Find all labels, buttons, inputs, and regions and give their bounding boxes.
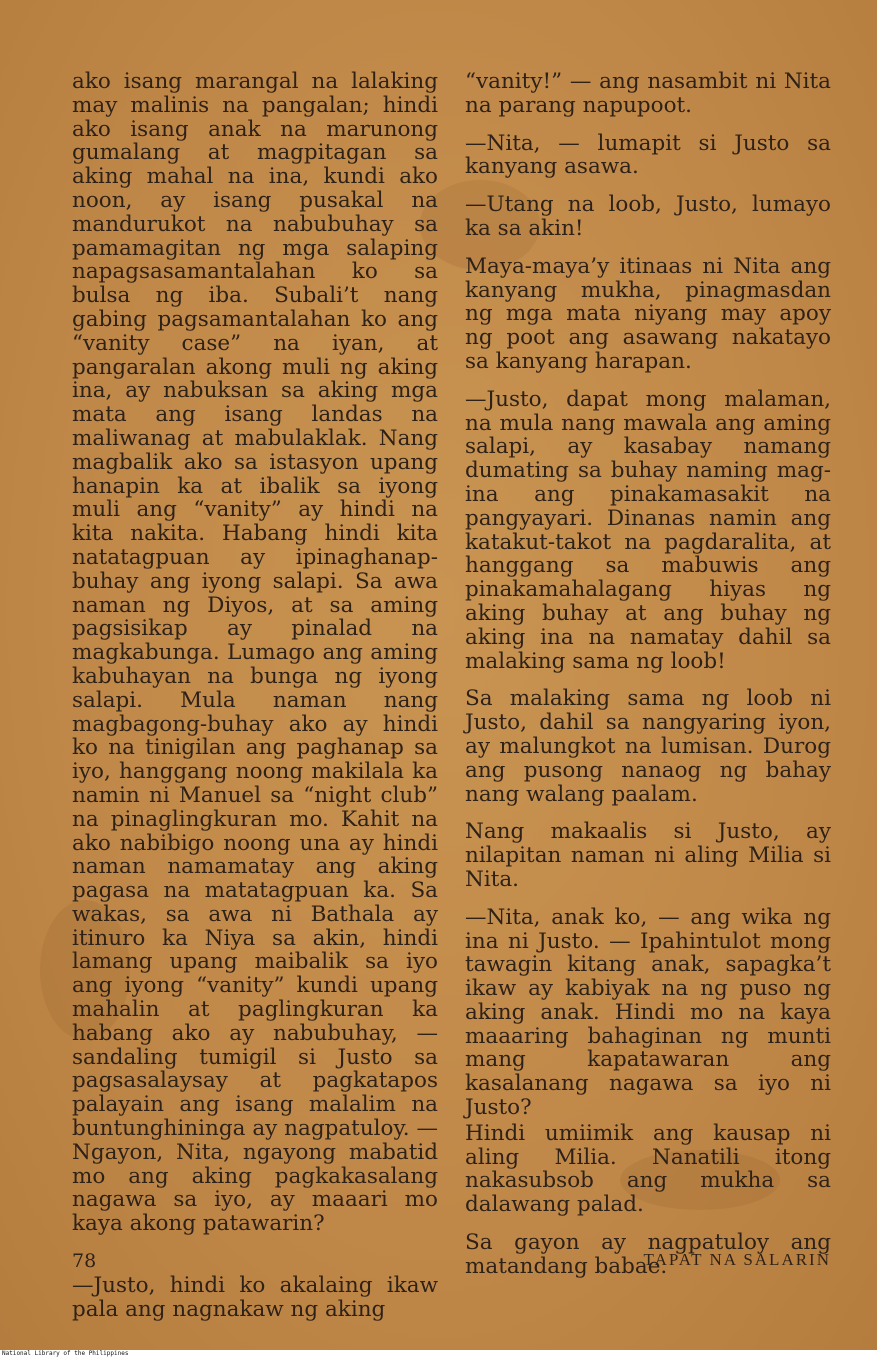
right-column — [465, 70, 831, 1279]
scan-credit-strip — [0, 1350, 877, 1358]
paragraph: Sa malaking sama ng loob ni Justo, dahil sa nangyaring iyon, ay malungkot na lumisan. Durog ang pusong nanaog ng bahay nang walang paalam. — [465, 686, 831, 807]
paragraph: —Justo, dapat mong malaman, na mula nang mawala ang aming salapi, ay kasabay namang dumating sa buhay naming mag-ina ang pinakamasakit na pangyayari. Dinanas namin ang katakut-takot na pagdaralita, at hanggang sa mabuwis ang pinakamahalagang hiyas ng aking buhay at ang buhay ng aking ina na namatay dahil sa malaking sama ng loob! — [465, 386, 831, 674]
left-column — [72, 70, 438, 1322]
paragraph: Maya-maya’y itinaas ni Nita ang kanyang mukha, pinagmasdan ng mga mata niyang may apoy ng poot ang asawang nakatayo sa kanyang harapan. — [465, 253, 831, 374]
page-number: 78 — [72, 1250, 97, 1272]
paragraph: —Nita, anak ko, — ang wika ng ina ni Justo. — Ipahintulot mong tawagin kitang anak, sapagka’t ikaw ay kabiyak na ng puso ng aking anak. Hindi mo na kaya maaaring bahaginan ng munti mang kapatawaran ang kasalanang nagawa sa iyo ni Justo? — [465, 904, 831, 1121]
library-credit: National Library of the Philippines — [2, 1350, 129, 1357]
paragraph: —Justo, hindi ko akalaing ikaw pala ang nagnakaw ng aking — [72, 1273, 438, 1322]
paragraph: Sa gayon ay nagpatuloy ang matandang babae. — [465, 1230, 831, 1279]
paragraph: ako isang marangal na lalaking may malinis na pangalan; hindi ako isang anak na marunong gumalang at magpitagan sa aking mahal na ina, kundi ako noon, ay isang pusakal na mandurukot na nabubuhay sa pamamagitan ng mga salaping napagsasamantalahan ko sa bulsa ng iba. Subali’t nang gabing pagsamantalahan ko ang “vanity case” na iyan, at pangaralan akong muli ng aking ina, ay nabuksan sa aking mga mata ang isang landas na maliwanag at mabulaklak. Nang magbalik ako sa istasyon upang hanapin ka at ibalik sa iyong muli ang “vanity” ay hindi na kita nakita. Habang hindi kita natatagpuan ay ipinaghanap-buhay ang iyong salapi. Sa awa naman ng Diyos, at sa aming pagsisikap ay pinalad na magkabunga. Lumago ang aming kabuhayan na bunga ng iyong salapi. Mula naman nang magbagong-buhay ako ay hindi ko na tinigilan ang paghanap sa iyo, hanggang noong makilala ka namin ni Manuel sa “night club” na pinaglingkuran mo. Kahit na ako nabibigo noong una ay hindi naman namamatay ang aking pagasa na matatagpuan ka. Sa wakas, sa awa ni Bathala ay itinuro ka Niya sa akin, hindi lamang upang maibalik sa iyo ang iyong “vanity” kundi upang mahalin at paglingkuran ka habang ako ay nabubuhay, — sandaling tumigil si Justo sa pagsasalaysay at pagkatapos palayain ang isang malalim na buntunghininga ay nagpatuloy. — Ngayon, Nita, ngayong mabatid mo ang aking pagkakasalang nagawa sa iyo, ay maaari mo kaya akong patawarin? — [72, 69, 438, 1237]
paragraph: Nang makaalis si Justo, ay nilapitan naman ni aling Milia si Nita. — [465, 819, 831, 892]
paragraph: —Nita, — lumapit si Justo sa kanyang asawa. — [465, 130, 831, 180]
paragraph: “vanity!” — ang nasambit ni Nita na parang napupoot. — [465, 69, 831, 118]
running-title: TAPAT NA SALARIN — [643, 1250, 831, 1269]
paragraph: —Utang na loob, Justo, lumayo ka sa akin! — [465, 192, 831, 241]
paragraph: Hindi umiimik ang kausap ni aling Milia. Nanatili itong nakasubsob ang mukha sa dalawang palad. — [465, 1120, 831, 1218]
